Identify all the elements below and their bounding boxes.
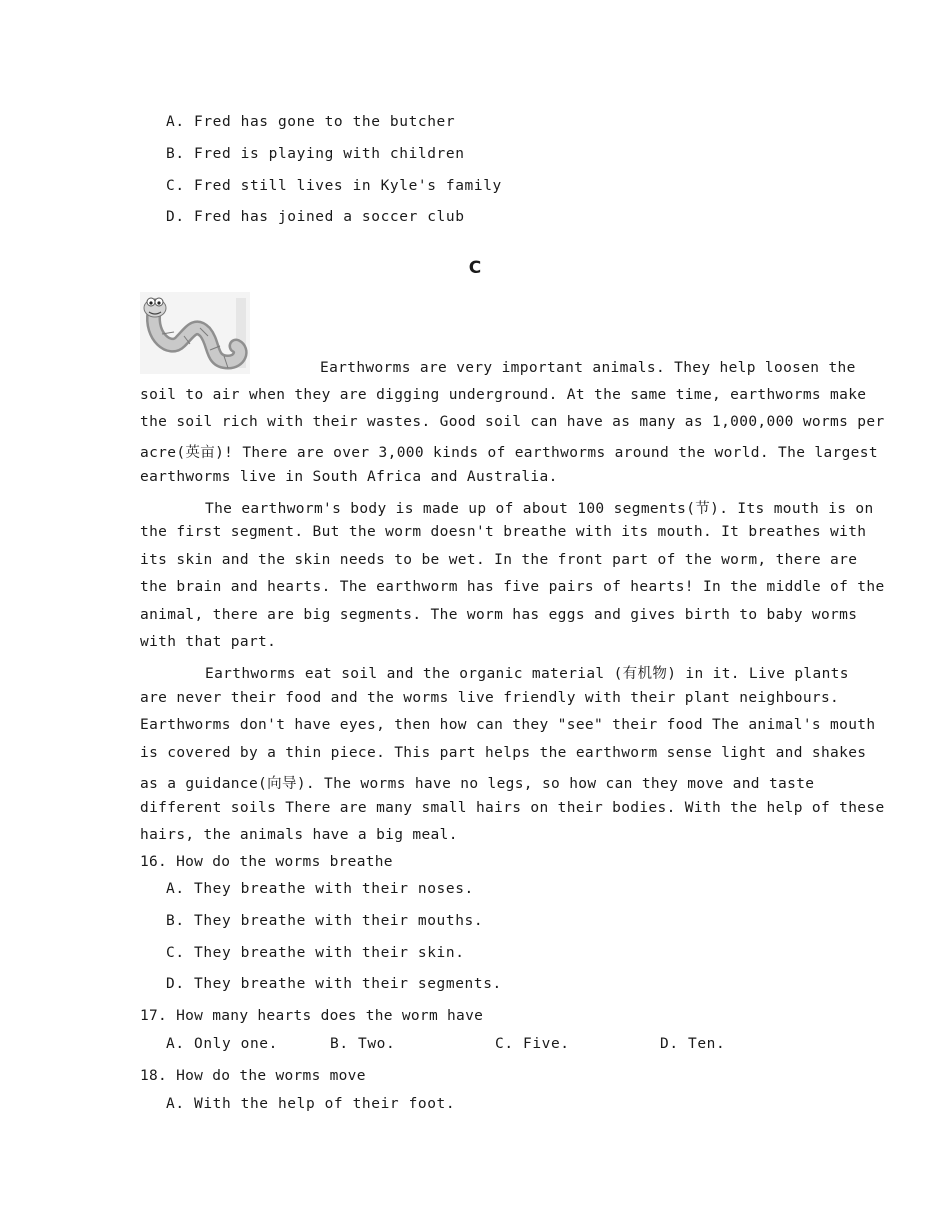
question-18-stem: 18. How do the worms move (140, 1068, 366, 1084)
prev-option-c: C. Fred still lives in Kyle's family (166, 178, 502, 194)
q18-option-a: A. With the help of their foot. (166, 1096, 456, 1112)
p1-line-5: earthworms live in South Africa and Australia. (140, 469, 558, 485)
q17-option-a: A. Only one. (166, 1036, 278, 1052)
q16-option-c: C. They breathe with their skin. (166, 945, 465, 961)
p3-line-1: Earthworms eat soil and the organic material (有机物) in it. Live plants (205, 666, 849, 682)
p3-line-3: Earthworms don't have eyes, then how can they "see" their food The animal's mouth (140, 717, 876, 733)
p2-line-2: the first segment. But the worm doesn't breathe with its mouth. It breathes with (140, 524, 867, 540)
p3-line-6: different soils There are many small hairs on their bodies. With the help of these (140, 800, 885, 816)
prev-option-a: A. Fred has gone to the butcher (166, 114, 456, 130)
q16-option-d: D. They breathe with their segments. (166, 976, 502, 992)
p2-line-1: The earthworm's body is made up of about 100 segments(节). Its mouth is on (205, 501, 874, 517)
prev-option-d: D. Fred has joined a soccer club (166, 209, 465, 225)
p1-line-3: the soil rich with their wastes. Good soil can have as many as 1,000,000 worms per (140, 414, 885, 430)
prev-option-b: B. Fred is playing with children (166, 146, 465, 162)
section-title: C (468, 258, 482, 278)
p2-line-3: its skin and the skin needs to be wet. In the front part of the worm, there are (140, 552, 858, 568)
q17-option-b: B. Two. (330, 1036, 396, 1052)
p2-line-5: animal, there are big segments. The worm has eggs and gives birth to baby worms (140, 607, 858, 623)
q16-option-a: A. They breathe with their noses. (166, 881, 474, 897)
p3-line-2: are never their food and the worms live friendly with their plant neighbours. (140, 690, 840, 706)
question-16-stem: 16. How do the worms breathe (140, 854, 393, 870)
p2-line-6: with that part. (140, 634, 277, 650)
q17-option-d: D. Ten. (660, 1036, 726, 1052)
p1-line-4: acre(英亩)! There are over 3,000 kinds of earthworms around the world. The largest (140, 445, 878, 461)
p3-line-7: hairs, the animals have a big meal. (140, 827, 458, 843)
earthworm-illustration (140, 292, 250, 374)
p3-line-4: is covered by a thin piece. This part helps the earthworm sense light and shakes (140, 745, 867, 761)
question-17-stem: 17. How many hearts does the worm have (140, 1008, 484, 1024)
p2-line-4: the brain and hearts. The earthworm has five pairs of hearts! In the middle of the (140, 579, 885, 595)
p3-line-5: as a guidance(向导). The worms have no legs, so how can they move and taste (140, 776, 815, 792)
p1-line-2: soil to air when they are digging underground. At the same time, earthworms make (140, 387, 867, 403)
q17-option-c: C. Five. (495, 1036, 570, 1052)
p1-line-1: Earthworms are very important animals. They help loosen the (320, 360, 856, 376)
q16-option-b: B. They breathe with their mouths. (166, 913, 484, 929)
